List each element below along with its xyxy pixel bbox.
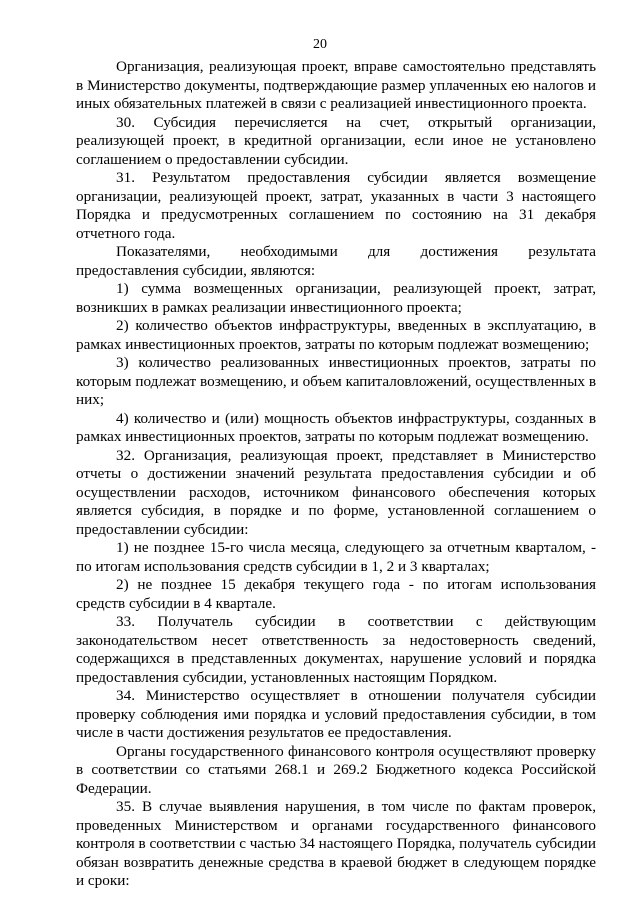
paragraph-intro: Организация, реализующая проект, вправе самостоятельно представлять в Министерство документы, подтверждающие размер уплаченных ею налогов и иных обязательных платежей в связи с реализацией инвестиционного проекта. <box>76 58 596 112</box>
list-item-indicator-4: 4) количество и (или) мощность объектов инфраструктуры, созданных в рамках инвестиционных проектов, затраты по которым подлежат возмещению. <box>76 409 596 445</box>
paragraph-31: 31. Результатом предоставления субсидии является возмещение организации, реализующей проект, затрат, указанных в части 3 настоящего Порядка и предусмотренных соглашением по состоянию на 31 декабря отчетного года. <box>76 169 596 242</box>
page-number: 20 <box>313 37 327 52</box>
paragraph-30: 30. Субсидия перечисляется на счет, открытый организации, реализующей проект, в кредитной организации, если иное не установлено соглашением о предоставлении субсидии. <box>76 113 596 168</box>
paragraph-35: 35. В случае выявления нарушения, в том числе по фактам проверок, проведенных Министерством и органами государственного финансового контроля в соответствии с частью 34 настоящего Порядка, получатель субсидии обязан возвратить денежные средства в краевой бюджет в следующем порядке и сроки: <box>76 798 596 889</box>
list-item-indicator-3: 3) количество реализованных инвестиционных проектов, затраты по которым подлежат возмещению, и объем капиталовложений, осуществленных в них; <box>76 354 596 408</box>
paragraph-32: 32. Организация, реализующая проект, представляет в Министерство отчеты о достижении значений результата предоставления субсидии и об осуществлении расходов, источником финансового обеспечения которых является субсидия, в порядке и по форме, установленной соглашением о предоставлении субсидии: <box>76 446 596 538</box>
list-item-report-1: 1) не позднее 15-го числа месяца, следующего за отчетным кварталом, - по итогам использования средств субсидии в 1, 2 и 3 кварталах; <box>76 539 596 575</box>
paragraph-indicators: Показателями, необходимыми для достижения результата предоставления субсидии, являются: <box>76 243 596 279</box>
paragraph-control-bodies: Органы государственного финансового контроля осуществляют проверку в соответствии со статьями 268.1 и 269.2 Бюджетного кодекса Российской Федерации. <box>76 742 596 797</box>
list-item-indicator-2: 2) количество объектов инфраструктуры, введенных в эксплуатацию, в рамках инвестиционных проектов, затраты по которым подлежат возмещению; <box>76 317 596 353</box>
paragraph-33: 33. Получатель субсидии в соответствии с действующим законодательством несет ответственность за недостоверность сведений, содержащихся в представленных документах, нарушение условий и порядка предоставления субсидии, установленных настоящим Порядком. <box>76 613 596 686</box>
list-item-indicator-1: 1) сумма возмещенных организации, реализующей проект, затрат, возникших в рамках реализации инвестиционного проекта; <box>76 280 596 316</box>
document-body <box>76 58 596 891</box>
paragraph-34: 34. Министерство осуществляет в отношении получателя субсидии проверку соблюдения ими порядка и условий предоставления субсидии, в том числе в части достижения результатов ее предоставления. <box>76 687 596 741</box>
list-item-report-2: 2) не позднее 15 декабря текущего года - по итогам использования средств субсидии в 4 квартале. <box>76 576 596 612</box>
